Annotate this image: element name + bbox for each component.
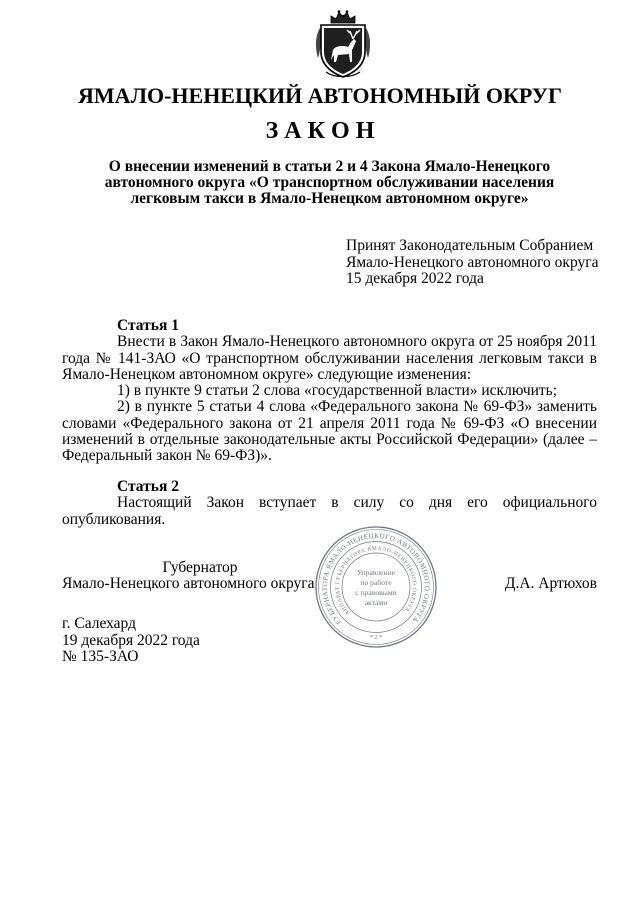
article-item: 1) в пункте 9 статьи 2 слова «государственной власти» исключить; (117, 382, 558, 400)
adoption-line: Ямало-Ненецкого автономного округа (346, 253, 599, 271)
article-paragraph: Настоящий Закон вступает в силу со дня его официального опубликования. (62, 494, 597, 528)
footer-number: № 135-ЗАО (62, 648, 139, 665)
coat-of-arms-icon (314, 8, 372, 80)
stamp-center-line: с правовыми (355, 588, 397, 597)
law-title-line: О внесении изменений в статьи 2 и 4 Закона Ямало-Ненецкого (108, 158, 551, 175)
signatory-name: Д.А. Артюхов (504, 575, 597, 592)
article-item: 2) в пункте 5 статьи 4 слова «Федерального закона № 69-ФЗ» заменить словами «Федерального закона от 21 апреля 2011 года № 69-ФЗ «О внесении изменений в отдельные законодательные акты Российской Федерации» (далее – Федеральный закон № 69-ФЗ)». (62, 398, 597, 465)
official-stamp (314, 525, 438, 649)
adoption-date: 15 декабря 2022 года (346, 270, 484, 288)
footer (62, 616, 200, 666)
adoption-note (346, 238, 606, 288)
region-title: ЯМАЛО-НЕНЕЦКИЙ АВТОНОМНЫЙ ОКРУГ (78, 83, 562, 108)
stamp-outer-text: ГУБЕРНАТОРА ЯМАЛО-НЕНЕЦКОГО АВТОНОМНОГО ОКРУГА (320, 531, 432, 626)
stamp-center-line: Управление (356, 568, 396, 577)
article-1 (62, 318, 597, 465)
article-paragraph: Внести в Закон Ямало-Ненецкого автономного округа от 25 ноября 2011 года № 141-ЗАО «О транспортном обслуживании населения легковым такси в Ямало-Ненецком автономном округе» следующие изменения: (62, 333, 597, 383)
stamp-center-line: по работе (360, 578, 392, 587)
stamp-bottom-mark: * 2 * (370, 635, 382, 641)
footer-place: г. Салехард (62, 615, 136, 632)
signatory-position: Губернатор (162, 559, 238, 576)
adoption-line: Принят Законодательным Собранием (346, 237, 594, 254)
document-type: З А К О Н (265, 118, 375, 144)
signatory-region: Ямало-Ненецкого автономного округа (62, 575, 315, 592)
article-heading: Статья 2 (117, 478, 179, 495)
crown-icon (331, 10, 355, 23)
stamp-inner-text: АППАРАТ ГУБЕРНАТОРА ЯМАЛО-НЕНЕЦКОГО ОКРУГА (334, 545, 418, 616)
law-title-line: легковым такси в Ямало-Ненецком автономном округе» (130, 190, 529, 207)
article-heading: Статья 1 (117, 317, 179, 334)
footer-date: 19 декабря 2022 года (62, 631, 200, 649)
article-2 (62, 479, 597, 528)
stamp-center-line: актами (364, 598, 388, 607)
law-title (62, 159, 597, 207)
law-title-line: автономного округа «О транспортном обслуживании населения (104, 174, 555, 191)
